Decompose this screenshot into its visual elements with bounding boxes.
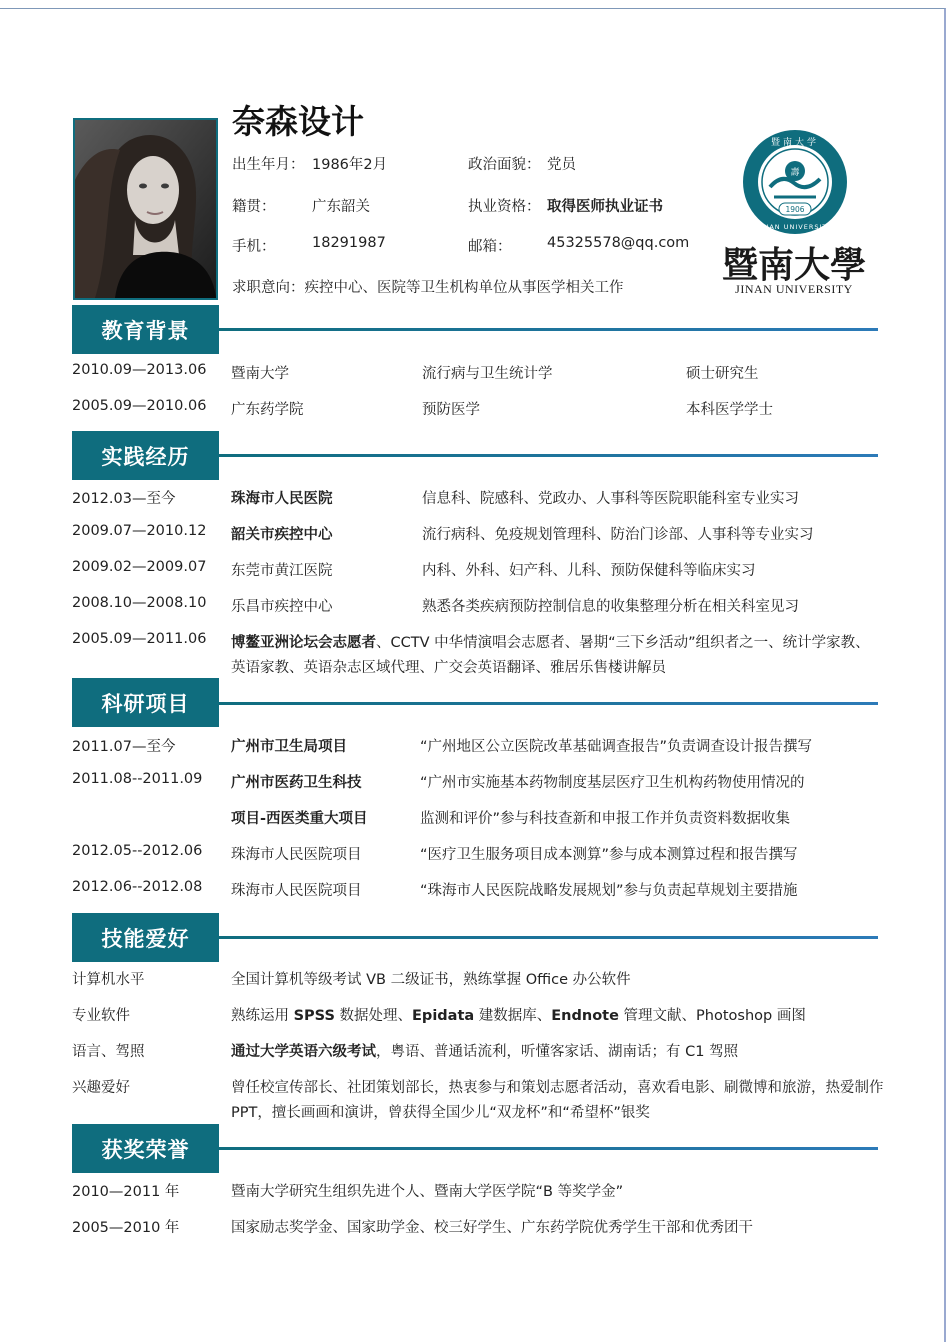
politics-label: 政治面貌： [468,157,541,173]
edu-school: 广东药学院 [231,402,304,418]
portrait-image [75,120,216,298]
seal-center-glyph: 壽 [790,168,800,178]
practice-desc: 内科、外科、妇产科、儿科、预防保健科等临床实习 [422,563,756,579]
practice-volunteer-line1 [231,631,870,652]
section-awards-rule [219,1147,878,1150]
section-skills-rule [219,936,878,939]
award-date: 2010—2011 年 [72,1184,180,1200]
edu-degree: 本科医学学士 [686,402,773,418]
research-desc: “广州地区公立医院改革基础调查报告”负责调查设计报告撰写 [420,739,813,755]
award-desc: 暨南大学研究生组织先进个人、暨南大学医学院“B 等奖学金” [231,1184,624,1200]
practice-date: 2005.09—2011.06 [72,631,207,647]
research-date: 2011.07—至今 [72,739,176,755]
birth-value: 1986年2月 [312,157,388,173]
email-label: 邮箱： [468,239,512,255]
skill-label: 兴趣爱好 [72,1080,130,1096]
research-date: 2011.08--2011.09 [72,771,203,787]
practice-org: 珠海市人民医院 [231,491,333,507]
award-desc: 国家励志奖学金、国家助学金、校三好学生、广东药学院优秀学生干部和优秀团干 [231,1220,753,1236]
research-date: 2012.06--2012.08 [72,879,203,895]
practice-volunteer-bold: 博鳌亚洲论坛会志愿者 [231,635,376,651]
skill-hobby-line2: PPT，擅长画画和演讲，曾获得全国少儿“双龙杯”和“希望杯”银奖 [231,1105,650,1121]
practice-desc: 信息科、院感科、党政办、人事科等医院职能科室专业实习 [422,491,799,507]
objective-value: 疾控中心、医院等卫生机构单位从事医学相关工作 [304,280,624,296]
university-logo [722,125,867,305]
skill-label: 计算机水平 [72,972,145,988]
seal-ring-text: JINAN UNIVERSITY [757,223,833,231]
edu-date: 2010.09—2013.06 [72,362,207,378]
skill-language-text: 通过大学英语六级考试，粤语、普通话流利，听懂客家话、湖南话；有 C1 驾照 [231,1044,739,1060]
logo-calligraphy: 暨南大學 [722,244,867,286]
section-education-rule [219,328,878,331]
practice-org: 东莞市黄江医院 [231,563,333,579]
license-value: 取得医师执业证书 [547,199,663,215]
skill-software-text: 熟练运用 SPSS 数据处理、Epidata 建数据库、Endnote 管理文献、Photoshop 画图 [231,1008,806,1024]
research-desc: 监测和评价”参与科技查新和申报工作并负责资料数据收集 [420,811,791,827]
birth-label: 出生年月： [232,157,305,173]
research-desc: “广州市实施基本药物制度基层医疗卫生机构药物使用情况的 [420,775,805,791]
native-value: 广东韶关 [312,199,370,215]
practice-volunteer-rest: 、CCTV 中华情演唱会志愿者、暑期“三下乡活动”组织者之一、统计学家教、 [376,635,870,651]
practice-desc: 流行病科、免疫规划管理科、防治门诊部、人事科等专业实习 [422,527,814,543]
research-org: 珠海市人民医院项目 [231,847,362,863]
objective-label: 求职意向： [232,280,305,296]
practice-desc: 熟悉各类疾病预防控制信息的收集整理分析在相关科室见习 [422,599,799,615]
section-practice-title: 实践经历 [72,431,219,480]
research-desc: “医疗卫生服务项目成本测算”参与成本测算过程和报告撰写 [420,847,798,863]
section-skills-title: 技能爱好 [72,913,219,962]
practice-date: 2008.10—2008.10 [72,595,207,611]
research-desc: “珠海市人民医院战略发展规划”参与负责起草规划主要措施 [420,883,798,899]
phone-label: 手机： [232,239,276,255]
section-research-rule [219,702,878,705]
edu-date: 2005.09—2010.06 [72,398,207,414]
skill-label: 专业软件 [72,1008,130,1024]
seal-year: 1906 [785,205,805,214]
section-practice-rule [219,454,878,457]
research-org: 广州市医药卫生科技 [231,775,362,791]
section-research-title: 科研项目 [72,678,219,727]
section-education-title: 教育背景 [72,305,219,354]
practice-date: 2012.03—至今 [72,491,176,507]
objective-line [232,276,624,297]
logo-caption: JINAN UNIVERSITY [735,282,853,296]
seal-top-text: 暨南大学 [770,138,820,148]
skill-label: 语言、驾照 [72,1044,145,1060]
license-label: 执业资格： [468,199,541,215]
edu-school: 暨南大学 [231,366,289,382]
practice-volunteer-line2: 英语家教、英语杂志区域代理、广交会英语翻译、雅居乐售楼讲解员 [231,660,666,676]
research-org: 珠海市人民医院项目 [231,883,362,899]
edu-major: 预防医学 [422,402,480,418]
profile-photo [73,118,218,300]
native-label: 籍贯： [232,199,276,215]
resume-name: 奈森设计 [232,102,364,141]
research-date: 2012.05--2012.06 [72,843,203,859]
award-date: 2005—2010 年 [72,1220,180,1236]
practice-org: 乐昌市疾控中心 [231,599,333,615]
phone-value: 18291987 [312,235,386,251]
research-org: 广州市卫生局项目 [231,739,347,755]
practice-date: 2009.02—2009.07 [72,559,207,575]
practice-date: 2009.07—2010.12 [72,523,207,539]
email-value: 45325578@qq.com [547,235,690,251]
research-org: 项目-西医类重大项目 [231,811,368,827]
edu-degree: 硕士研究生 [686,366,759,382]
skill-hobby-line1: 曾任校宣传部长、社团策划部长，热衷参与和策划志愿者活动，喜欢看电影、刷微博和旅游，热爱制作 [231,1080,884,1096]
edu-major: 流行病与卫生统计学 [422,366,553,382]
politics-value: 党员 [547,157,576,173]
skill-computer-text: 全国计算机等级考试 VB 二级证书，熟练掌握 Office 办公软件 [231,972,631,988]
practice-org: 韶关市疾控中心 [231,527,333,543]
section-awards-title: 获奖荣誉 [72,1124,219,1173]
